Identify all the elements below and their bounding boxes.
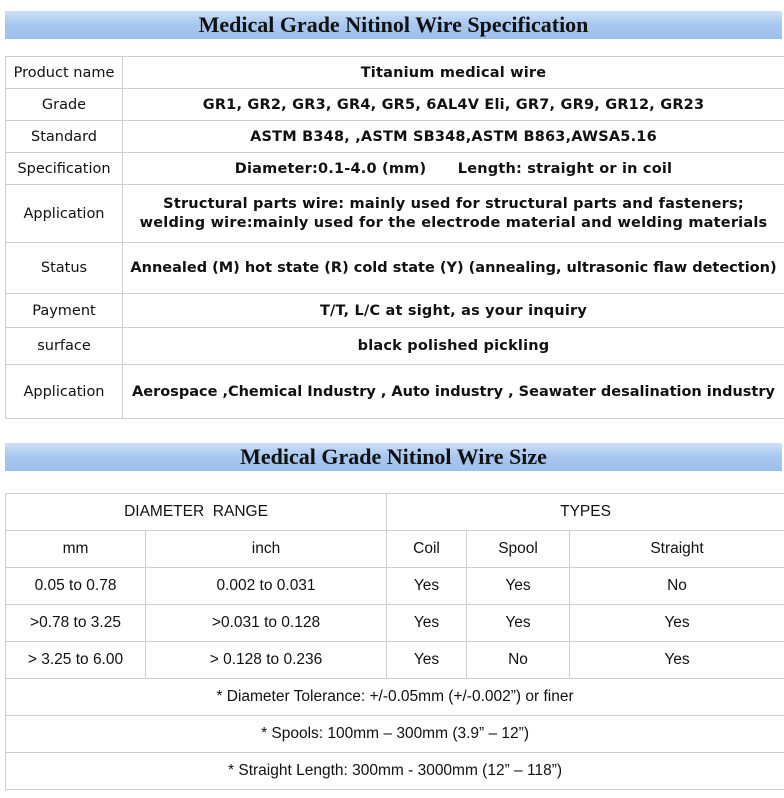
- cell-mm: 0.05 to 0.78: [6, 568, 146, 605]
- row-value: Diameter:0.1-4.0 (mm) Length: straight or in coil: [123, 153, 784, 185]
- row-label: Grade: [6, 89, 123, 121]
- column-header-inch: inch: [146, 531, 387, 568]
- column-header-spool: Spool: [467, 531, 570, 568]
- table-row: [6, 642, 784, 679]
- cell-straight: Yes: [570, 605, 784, 642]
- size-table: [5, 493, 784, 790]
- table-header-row: [6, 531, 784, 568]
- note-spools: * Spools: 100mm – 300mm (3.9” – 12”): [6, 716, 784, 753]
- column-header-mm: mm: [6, 531, 146, 568]
- header-diameter-range: DIAMETER RANGE: [6, 494, 387, 531]
- row-label: Status: [6, 243, 123, 294]
- row-value: black polished pickling: [123, 328, 784, 365]
- note-row: [6, 716, 784, 753]
- row-value: Titanium medical wire: [123, 57, 784, 89]
- table-row: [6, 153, 784, 185]
- cell-straight: Yes: [570, 642, 784, 679]
- row-value: Annealed (M) hot state (R) cold state (Y) (annealing, ultrasonic flaw detection): [123, 243, 784, 294]
- row-label: Application: [6, 185, 123, 243]
- row-label: Standard: [6, 121, 123, 153]
- table-row: [6, 89, 784, 121]
- row-label: Application: [6, 365, 123, 419]
- row-value: [123, 185, 784, 243]
- table-row: [6, 568, 784, 605]
- row-label: Product name: [6, 57, 123, 89]
- column-header-coil: Coil: [387, 531, 467, 568]
- row-value-line: Structural parts wire: mainly used for structural parts and fasteners;: [163, 195, 744, 212]
- table-header-row: [6, 494, 784, 531]
- cell-spool: Yes: [467, 568, 570, 605]
- table-row: [6, 328, 784, 365]
- row-label: Payment: [6, 294, 123, 328]
- row-label: Specification: [6, 153, 123, 185]
- row-value: T/T, L/C at sight, as your inquiry: [123, 294, 784, 328]
- table-row: [6, 185, 784, 243]
- spec-section-title: Medical Grade Nitinol Wire Specification: [5, 11, 782, 39]
- row-value: ASTM B348, ,ASTM SB348,ASTM B863,AWSA5.16: [123, 121, 784, 153]
- note-straight-length: * Straight Length: 300mm - 3000mm (12” – 118”): [6, 753, 784, 790]
- cell-inch: 0.002 to 0.031: [146, 568, 387, 605]
- cell-mm: >0.78 to 3.25: [6, 605, 146, 642]
- row-label: surface: [6, 328, 123, 365]
- cell-coil: Yes: [387, 568, 467, 605]
- cell-inch: >0.031 to 0.128: [146, 605, 387, 642]
- row-value-line: welding wire:mainly used for the electrode material and welding materials: [139, 214, 768, 231]
- spec-table: [5, 56, 784, 419]
- table-row: [6, 243, 784, 294]
- row-value: Aerospace ,Chemical Industry , Auto industry , Seawater desalination industry: [123, 365, 784, 419]
- note-row: [6, 679, 784, 716]
- row-value: GR1, GR2, GR3, GR4, GR5, 6AL4V Eli, GR7, GR9, GR12, GR23: [123, 89, 784, 121]
- table-row: [6, 605, 784, 642]
- table-row: [6, 294, 784, 328]
- cell-straight: No: [570, 568, 784, 605]
- note-row: [6, 753, 784, 790]
- cell-spool: No: [467, 642, 570, 679]
- cell-coil: Yes: [387, 605, 467, 642]
- size-section-title: Medical Grade Nitinol Wire Size: [5, 443, 782, 471]
- cell-spool: Yes: [467, 605, 570, 642]
- cell-inch: > 0.128 to 0.236: [146, 642, 387, 679]
- cell-mm: > 3.25 to 6.00: [6, 642, 146, 679]
- column-header-straight: Straight: [570, 531, 784, 568]
- cell-coil: Yes: [387, 642, 467, 679]
- header-types: TYPES: [387, 494, 784, 531]
- table-row: [6, 57, 784, 89]
- table-row: [6, 121, 784, 153]
- table-row: [6, 365, 784, 419]
- note-diameter-tolerance: * Diameter Tolerance: +/-0.05mm (+/-0.002”) or finer: [6, 679, 784, 716]
